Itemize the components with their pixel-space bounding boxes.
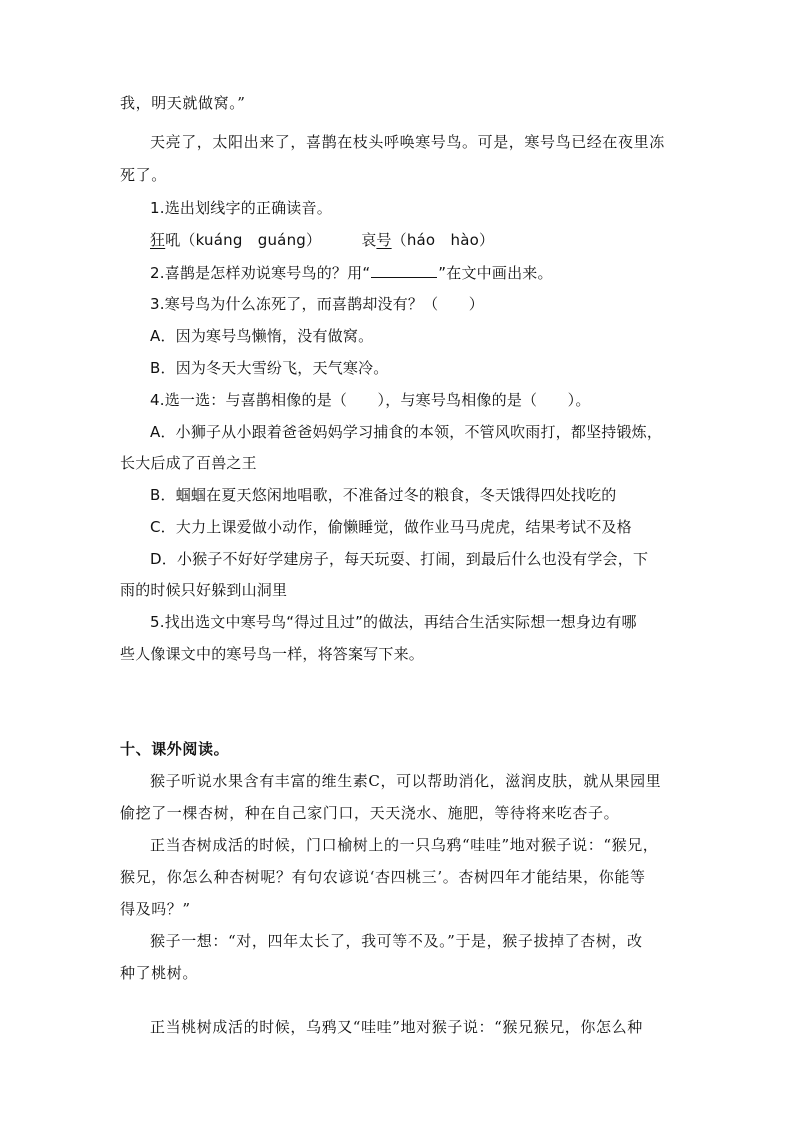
question-4-option-d-line-2: 雨的时候只好躲到山洞里 (120, 581, 288, 599)
para-1-line-2: 偷挖了一棵杏树，种在自己家门口，天天浇水、施肥，等待将来吃杏子。 (120, 804, 620, 822)
question-4-option-a-line-2: 长大后成了百兽之王 (120, 454, 257, 472)
question-5-line-2: 些人像课文中的寒号鸟一样，将答案写下来。 (120, 645, 425, 663)
para-1-line-1: 猴子听说水果含有丰富的维生素C，可以帮助消化，滋润皮肤，就从果园里 (150, 772, 662, 790)
para-2-line-1: 正当杏树成活的时候，门口榆树上的一只乌鸦“哇哇”地对猴子说：“猴兄， (150, 836, 659, 854)
pinyin-options-1: （kuáng guáng） (180, 231, 322, 249)
para-2-line-2: 猴兄，你怎么种杏树呢？有句农谚说‘杏四桃三’。杏树四年才能结果，你能等 (120, 868, 646, 886)
question-1-pinyin-row (150, 230, 494, 250)
para-3-line-1: 猴子一想：“对，四年太长了，我可等不及。”于是，猴子拔掉了杏树，改 (150, 932, 643, 950)
word-lead-ai: 哀 (361, 231, 377, 249)
passage-line-2: 天亮了，太阳出来了，喜鹊在枝头呼唤寒号鸟。可是，寒号鸟已经在夜里冻 (150, 133, 665, 151)
question-4-option-a-line-1: A．小狮子从小跟着爸爸妈妈学习捕食的本领，不管风吹雨打，都坚持锻炼， (150, 423, 663, 441)
question-2-after: ”在文中画出来。 (438, 264, 553, 282)
question-3-option-b: B．因为冬天大雪纷飞，天气寒冷。 (150, 359, 389, 377)
word-rest-hou: 吼 (165, 231, 181, 249)
underlined-char-kuang: 狂 (150, 231, 166, 249)
para-3-line-2: 种了桃树。 (120, 964, 199, 982)
passage-line-1: 我，明天就做窝。” (120, 94, 246, 112)
question-5-line-1: 5.找出选文中寒号鸟“得过且过”的做法，再结合生活实际想一想身边有哪 (150, 613, 637, 631)
para-2-line-3: 得及吗？” (120, 900, 191, 918)
pinyin-options-2: （háo hào） (391, 231, 495, 249)
question-4-option-d-line-1: D．小猴子不好好学建房子，每天玩耍、打闹，到最后什么也没有学会，下 (150, 550, 649, 568)
passage-line-3: 死了。 (120, 166, 167, 184)
question-3-option-a: A．因为寒号鸟懒惰，没有做窝。 (150, 327, 374, 345)
question-2 (150, 263, 553, 283)
section-10-heading: 十、课外阅读。 (120, 740, 230, 758)
question-4-option-c: C．大力上课爱做小动作，偷懒睡觉，做作业马马虎虎，结果考试不及格 (150, 518, 632, 536)
underlined-char-hao: 号 (376, 231, 392, 249)
underline-blank (371, 263, 437, 278)
question-2-before: 2.喜鹊是怎样劝说寒号鸟的？用“ (150, 264, 371, 282)
para-4-line-1: 正当桃树成活的时候，乌鸦又“哇哇”地对猴子说：“猴兄猴兄，你怎么种 (150, 1018, 643, 1036)
question-4-option-b: B．蝈蝈在夏天悠闲地唱歌，不准备过冬的粮食，冬天饿得四处找吃的 (150, 486, 617, 504)
question-4-label: 4.选一选：与喜鹊相像的是（ ），与寒号鸟相像的是（ ）。 (150, 391, 591, 409)
question-1-label: 1.选出划线字的正确读音。 (150, 199, 332, 217)
question-3-label: 3.寒号鸟为什么冻死了，而喜鹊却没有？（ ） (150, 295, 484, 313)
